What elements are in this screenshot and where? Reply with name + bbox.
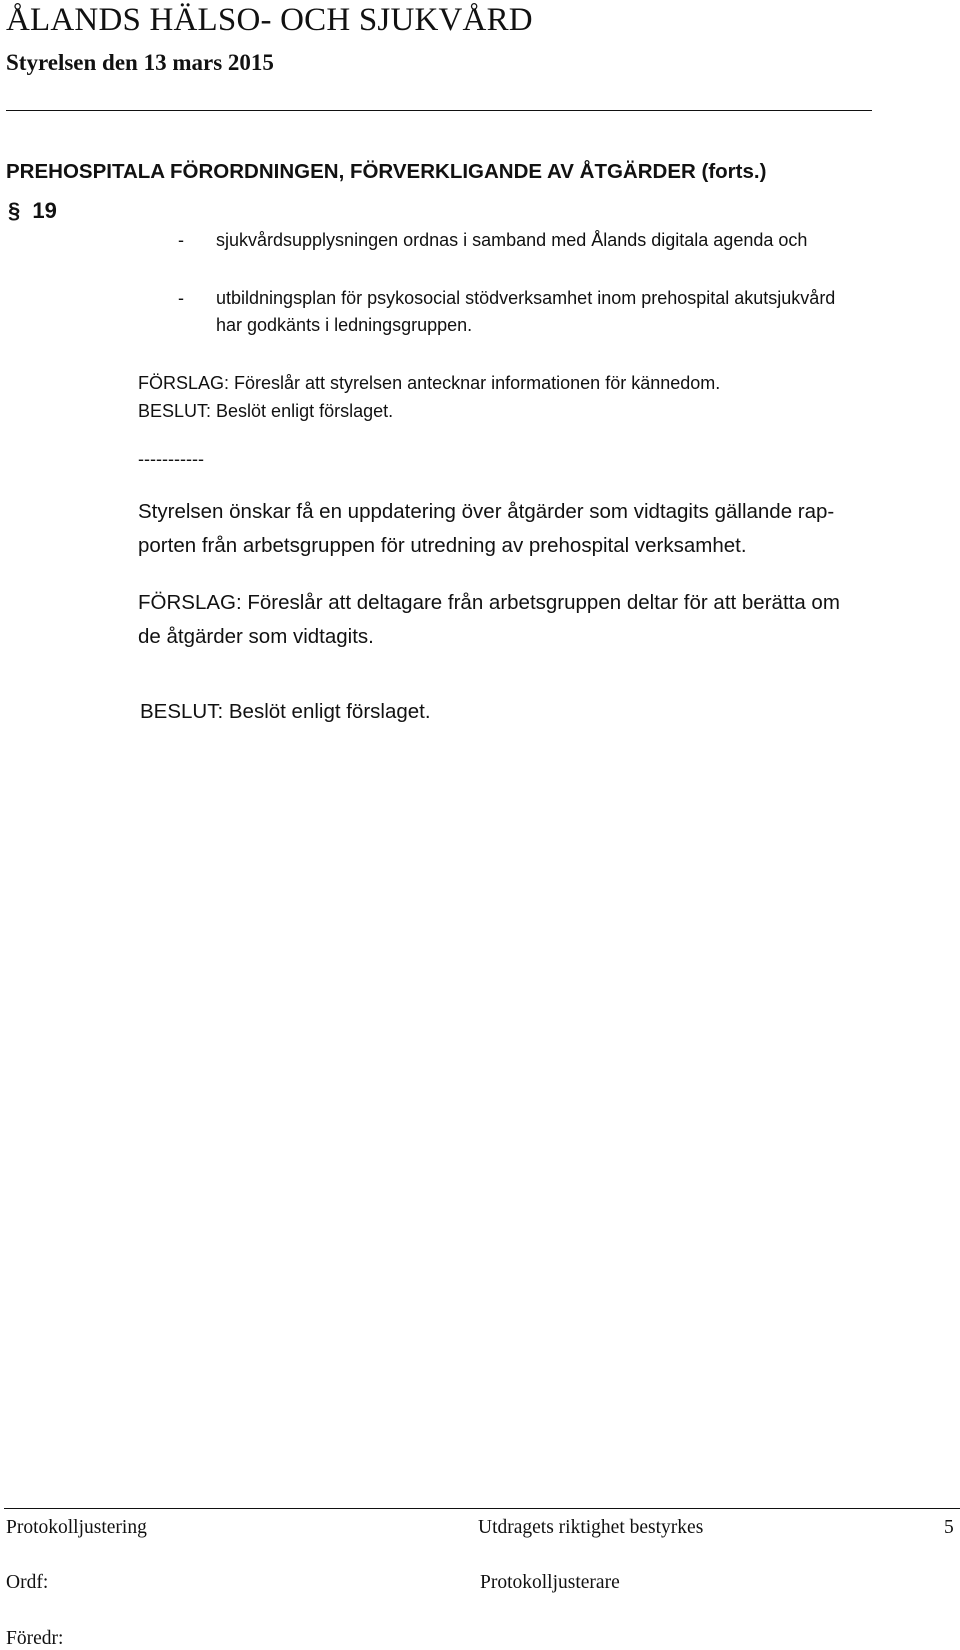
footer-ordf-label: Ordf: (6, 1572, 49, 1593)
footer-justerare-label: Protokolljusterare (480, 1572, 620, 1593)
footer-divider (4, 1508, 960, 1509)
decision-text: BESLUT: Beslöt enligt förslaget. (138, 401, 394, 421)
page-number: 5 (944, 1517, 954, 1538)
footer-protokolljustering: Protokolljustering (6, 1517, 147, 1538)
list-bullet: - (178, 288, 184, 308)
header-divider (6, 110, 872, 111)
paragraph-number-value: 19 (32, 198, 57, 223)
list-item-text: har godkänts i ledningsgruppen. (216, 315, 473, 335)
proposal-text: FÖRSLAG: Föreslår att deltagare från arbetsgruppen deltar för att berätta om (138, 591, 840, 614)
proposal-text: de åtgärder som vidtagits. (138, 625, 374, 648)
meeting-date: Styrelsen den 13 mars 2015 (6, 50, 274, 75)
decision-text: BESLUT: Beslöt enligt förslaget. (140, 700, 431, 723)
organization-title: ÅLANDS HÄLSO- OCH SJUKVÅRD (6, 2, 533, 38)
list-item-text: sjukvårdsupplysningen ordnas i samband med Ålands digitala agenda och (216, 230, 808, 250)
body-text: porten från arbetsgruppen för utredning av prehospital verksamhet. (138, 534, 747, 557)
footer-foredr-label: Föredr: (6, 1628, 64, 1649)
section-heading: PREHOSPITALA FÖRORDNINGEN, FÖRVERKLIGANDE AV ÅTGÄRDER (forts.) (6, 160, 767, 183)
list-bullet: - (178, 230, 184, 250)
proposal-text: FÖRSLAG: Föreslår att styrelsen antecknar informationen för kännedom. (138, 373, 721, 393)
body-text: Styrelsen önskar få en uppdatering över åtgärder som vidtagits gällande rap- (138, 500, 835, 523)
separator: ----------- (138, 449, 204, 469)
paragraph-number (8, 198, 57, 224)
paragraph-symbol: § (8, 198, 21, 223)
footer-attestation: Utdragets riktighet bestyrkes (478, 1517, 704, 1538)
list-item-text: utbildningsplan för psykosocial stödverksamhet inom prehospital akutsjukvård (216, 288, 836, 308)
